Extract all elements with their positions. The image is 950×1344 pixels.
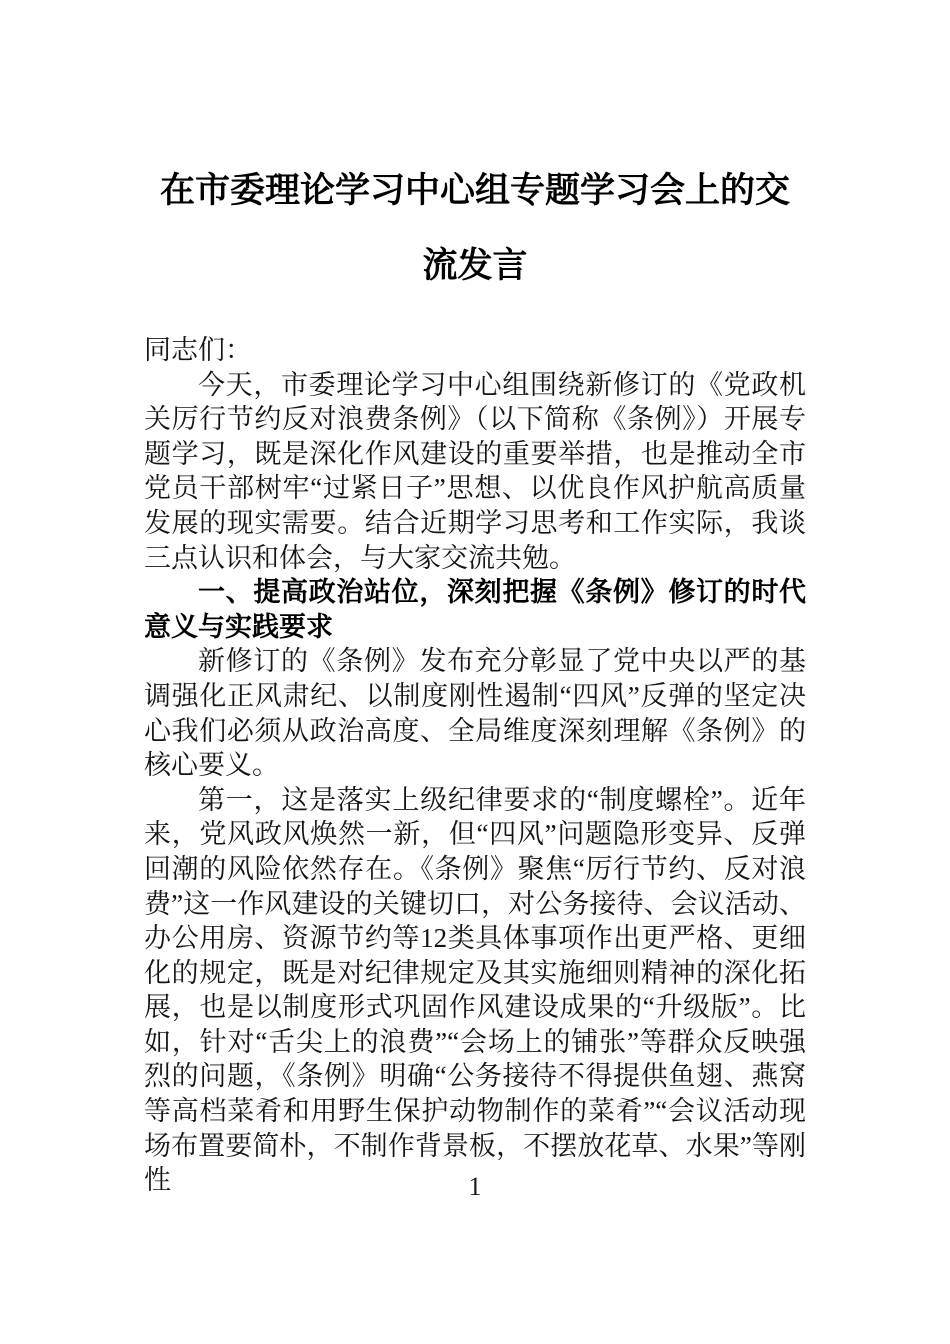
paragraph-introduction: 今天，市委理论学习中心组围绕新修订的《党政机关厉行节约反对浪费条例》（以下简称《条例》）开展专题学习，既是深化作风建设的重要举措，也是推动全市党员干部树牢“过紧日子”思想、以优良作风护航高质量发展的现实需要。结合近期学习思考和工作实际，我谈三点认识和体会，与大家交流共勉。	[144, 369, 806, 573]
document-body	[144, 333, 806, 1198]
section-heading-1: 一、提高政治站位，深刻把握《条例》修订的时代意义与实践要求	[144, 577, 806, 642]
document-title: 在市委理论学习中心组专题学习会上的交流发言	[159, 171, 790, 285]
paragraph-point-1: 第一，这是落实上级纪律要求的“制度螺栓”。近年来，党风政风焕然一新，但“四风”问题隐形变异、反弹回潮的风险依然存在。《条例》聚焦“厉行节约、反对浪费”这一作风建设的关键切口，对公务接待、会议活动、办公用房、资源节约等12类具体事项作出更严格、更细化的规定，既是对纪律规定及其实施细则精神的深化拓展，也是以制度形式巩固作风建设成果的“升级版”。比如，针对“舌尖上的浪费”“会场上的铺张”等群众反映强烈的问题，《条例》明确“公务接待不得提供鱼翅、燕窝等高档菜肴和用野生保护动物制作的菜肴”“会议活动现场布置要简朴，不制作背景板，不摆放花草、水果”等刚性	[144, 784, 806, 1196]
paragraph-section-overview: 新修订的《条例》发布充分彰显了党中央以严的基调强化正风肃纪、以制度刚性遏制“四风”反弹的坚定决心我们必须从政治高度、全局维度深刻理解《条例》的核心要义。	[144, 646, 806, 781]
page-number: 1	[468, 1172, 482, 1201]
salutation: 同志们：	[144, 335, 252, 365]
